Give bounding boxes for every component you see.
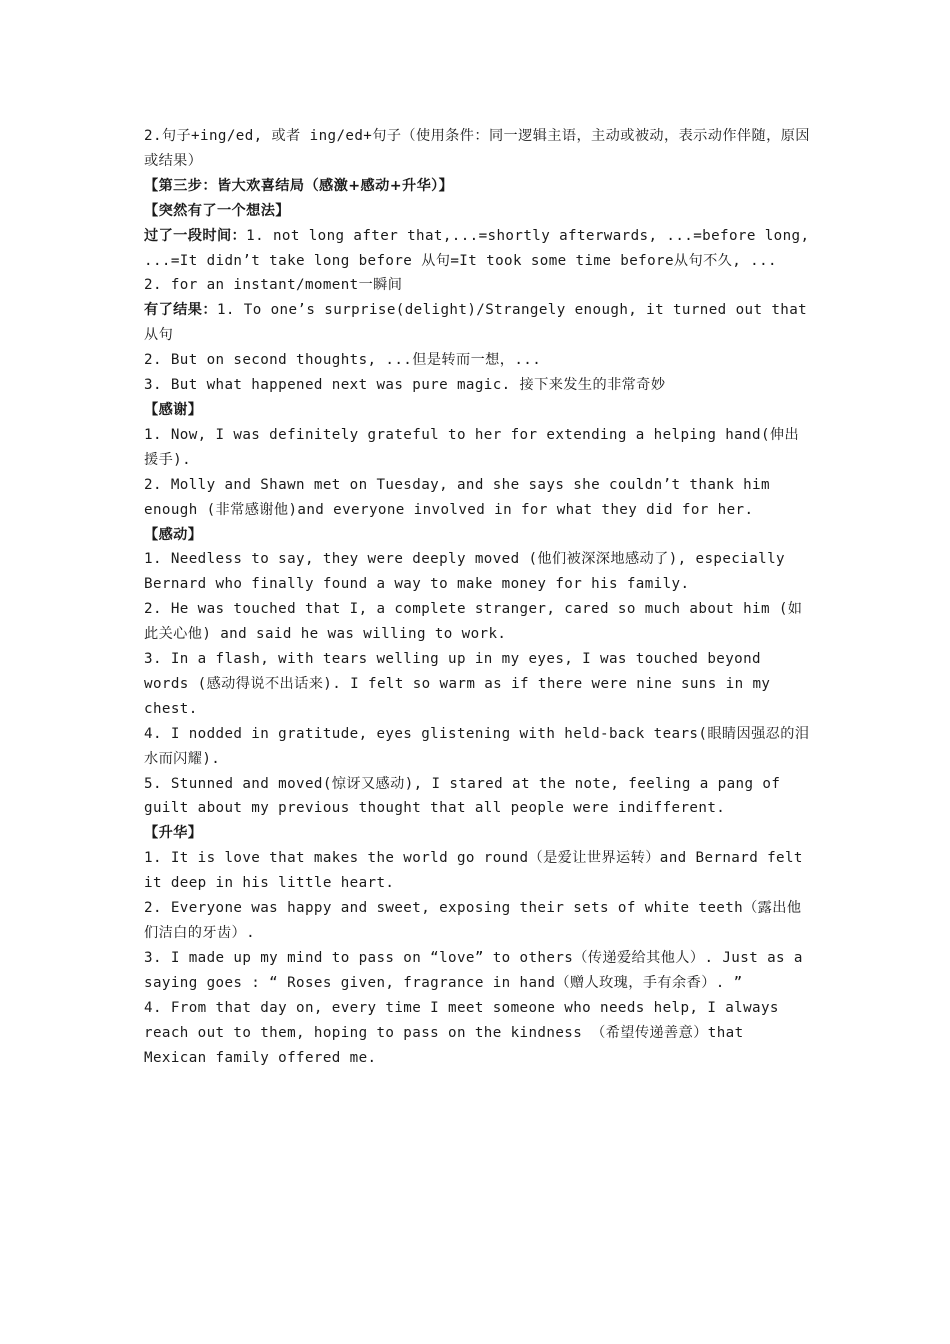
- time-label: 过了一段时间：: [144, 227, 247, 244]
- thanks-paragraph-2: 2. Molly and Shawn met on Tuesday, and she says she couldn’t thank him enough (非常感谢他)and everyone involved in for what they did for her.: [144, 476, 770, 518]
- result-text-1: 1. To one’s surprise(delight)/Strangely enough, it turned out that 从句: [144, 302, 808, 344]
- result-label: 有了结果：: [144, 302, 217, 319]
- sublime-heading: 【升华】: [144, 825, 203, 842]
- thanks-heading: 【感谢】: [144, 401, 203, 418]
- moved-paragraph-3: 3. In a flash, with tears welling up in my eyes, I was touched beyond words (感动得说不出话来). I felt so warm as if there were nine suns in my chest.: [144, 651, 771, 717]
- result-paragraph-3: 3. But what happened next was pure magic. 接下来发生的非常奇妙: [144, 377, 666, 394]
- sublime-paragraph-4: 4. From that day on, every time I meet someone who needs help, I always reach out to them, hoping to pass on the kindness （希望传递善意）that Mexican family offered me.: [144, 999, 779, 1066]
- document-body: [144, 124, 812, 1070]
- time-text-1: 1. not long after that,...=shortly afterwards, ...=before long, ...=It didn’t take long before 从句=It took some time before从句不久, ...: [144, 227, 810, 269]
- moved-paragraph-1: 1. Needless to say, they were deeply moved (他们被深深地感动了), especially Bernard who finally found a way to make money for his family.: [144, 551, 785, 593]
- sublime-paragraph-2: 2. Everyone was happy and sweet, exposing their sets of white teeth（露出他们洁白的牙齿）.: [144, 900, 802, 941]
- intro-paragraph: 2.句子+ing/ed, 或者 ing/ed+句子（使用条件：同一逻辑主语，主动或被动，表示动作伴随，原因或结果）: [144, 128, 810, 169]
- time-paragraph-1: [144, 224, 812, 274]
- time-paragraph-2: 2. for an instant/moment一瞬间: [144, 277, 403, 294]
- result-paragraph-1: [144, 298, 812, 348]
- moved-heading: 【感动】: [144, 526, 203, 543]
- moved-paragraph-4: 4. I nodded in gratitude, eyes glistening with held-back tears(眼睛因强忍的泪水而闪耀).: [144, 725, 810, 767]
- moved-paragraph-2: 2. He was touched that I, a complete stranger, cared so much about him (如此关心他) and said he was willing to work.: [144, 601, 803, 643]
- thanks-paragraph-1: 1. Now, I was definitely grateful to her for extending a helping hand(伸出援手).: [144, 426, 800, 468]
- step3-heading: 【第三步：皆大欢喜结局（感激+感动+升华）】: [144, 177, 454, 194]
- sublime-paragraph-3: 3. I made up my mind to pass on “love” to others（传递爱给其他人）. Just as a saying goes : “ Roses given, fragrance in hand（赠人玫瑰，手有余香）. ”: [144, 949, 803, 991]
- sublime-paragraph-1: 1. It is love that makes the world go round（是爱让世界运转）and Bernard felt it deep in his little heart.: [144, 850, 803, 892]
- moved-paragraph-5: 5. Stunned and moved(惊讶又感动), I stared at the note, feeling a pang of guilt about my previous thought that all people were indifferent.: [144, 775, 781, 817]
- result-paragraph-2: 2. But on second thoughts, ...但是转而一想，...: [144, 352, 542, 369]
- idea-heading: 【突然有了一个想法】: [144, 202, 290, 219]
